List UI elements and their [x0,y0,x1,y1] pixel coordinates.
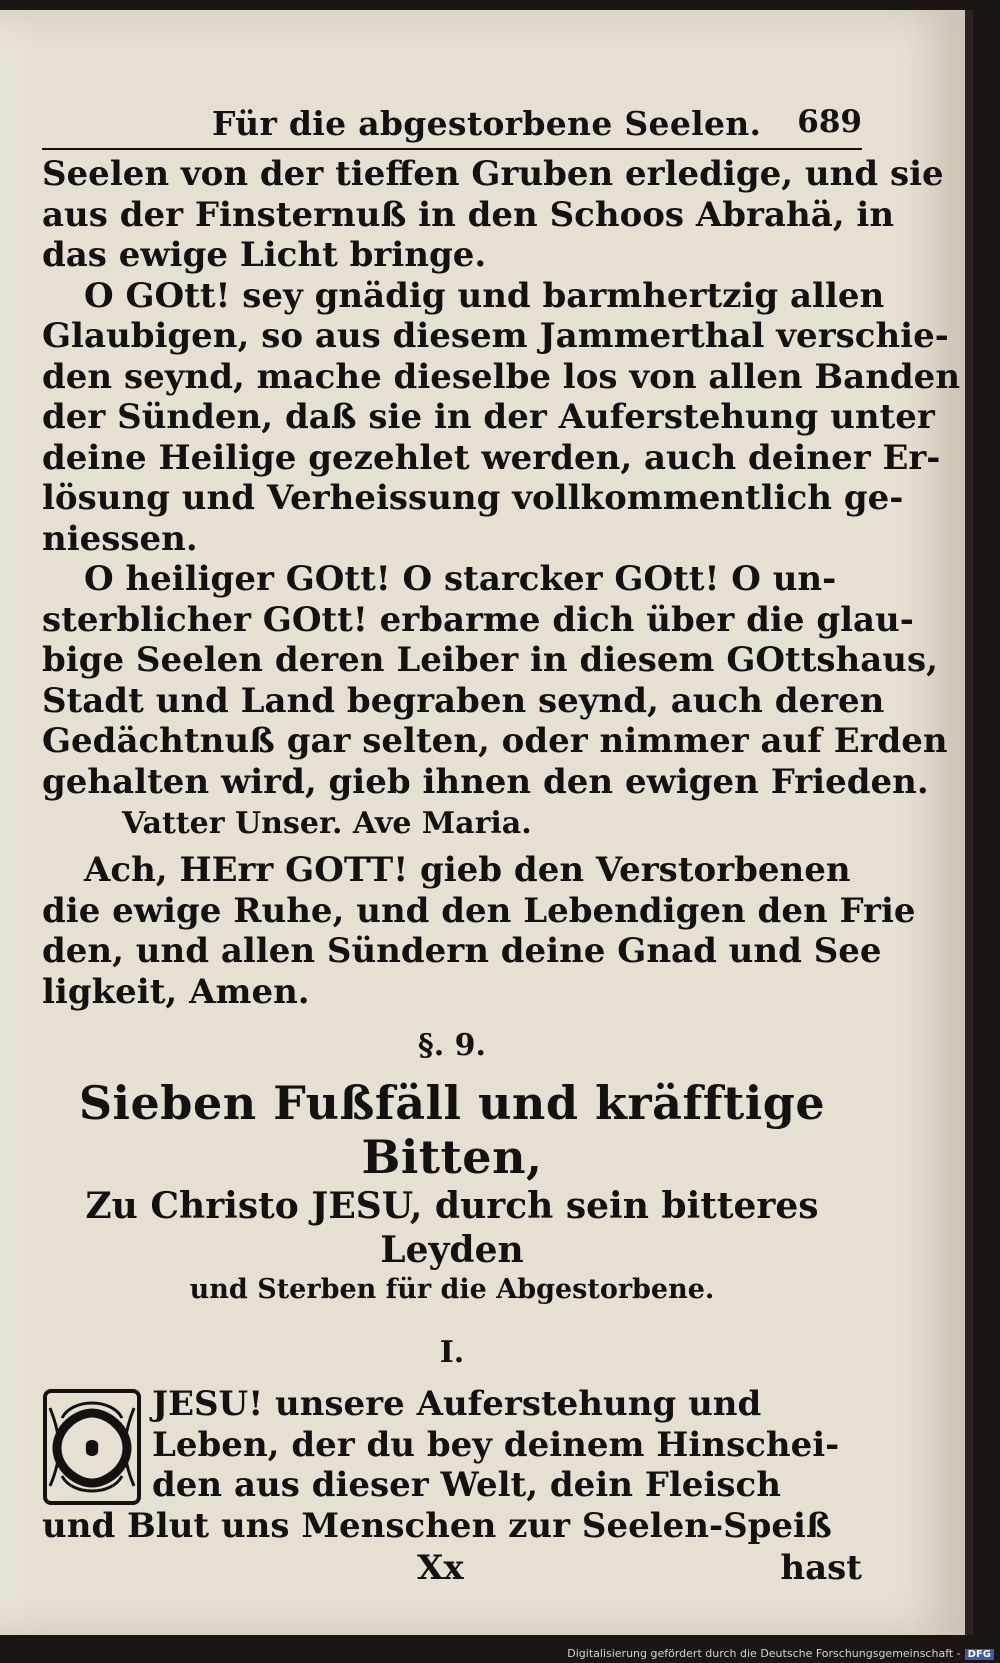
body-text [42,154,961,1012]
prayer-text [42,1384,862,1546]
paragraph-1 [42,154,944,276]
running-header [42,98,862,150]
text-line: aus der Finsternuß in den Schoos Abrahä, in [42,194,895,235]
text-line: O GOtt! sey gnädig und barmhertzig allen [84,275,885,316]
text-line: sterblicher GOtt! erbarme dich über die glau- [42,599,914,640]
text-line: O heiliger GOtt! O starcker GOtt! O un- [84,559,837,599]
text-line: die ewige Ruhe, und den Lebendigen den Frie [42,890,916,931]
text-line: ligkeit, Amen. [42,971,310,1012]
text-line: der Sünden, daß sie in der Auferstehung unter [42,397,935,437]
text-line: den seynd, mache dieselbe los von allen Banden [42,356,961,397]
credit-text: Digitalisierung gefördert durch die Deutsche Forschungsgemeinschaft - [567,1647,961,1660]
text-line: Glaubigen, so aus diesem Jammerthal verschie- [42,316,949,356]
page-footer-line [42,1546,862,1590]
text-line: Gedächtnuß gar selten, oder nimmer auf Erden [42,721,948,761]
section-subheading: Zu Christo JESU, durch sein bitteres Leyden [85,1185,819,1271]
prayer-number: I. [439,1335,465,1370]
digitization-credit [567,1647,994,1660]
text-line: bige Seelen deren Leiber in diesem GOttshaus, [42,640,939,680]
text-line: niessen. [42,518,198,559]
text-line: das ewige Licht bringe. [42,235,487,275]
signature-mark: Xx [417,1548,464,1588]
text-line: den aus dieser Welt, dein Fleisch [152,1465,781,1505]
page-content [42,98,961,1590]
paragraph-2 [42,275,961,560]
section-subheading-2: und Sterben für die Abgestorbene. [189,1274,715,1305]
text-line: Seelen von der tieffen Gruben erledige, und sie [42,154,944,194]
text-line: Leben, der du bey deinem Hinschei- [152,1424,840,1465]
page-number: 689 [797,104,862,140]
text-line: Stadt und Land begraben seynd, auch deren [42,680,885,721]
catchword: hast [780,1548,862,1588]
svg-text:O: O [77,1429,107,1469]
text-line: lösung und Verheissung vollkommentlich ge- [42,478,904,518]
paragraph-3 [42,559,948,802]
section-heading: Sieben Fußfäll und kräfftige Bitten, [78,1076,826,1184]
dfg-logo: DFG [965,1649,994,1660]
section-number: §. 9. [418,1028,486,1063]
decorated-initial-o [42,1388,142,1506]
running-title: Für die abgestorbene Seelen. [212,104,762,143]
text-line: gehalten wird, gieb ihnen den ewigen Frieden. [42,761,929,802]
text-line: deine Heilige gezehlet werden, auch deiner Er- [42,437,941,478]
paragraph-4 [42,850,916,1012]
prayer-names: Vatter Unser. Ave Maria. [122,806,532,841]
text-line: Ach, HErr GOTT! gieb den Verstorbenen [84,850,851,890]
book-page [0,10,973,1635]
text-line: JESU! unsere Auferstehung und [152,1384,762,1424]
text-line: und Blut uns Menschen zur Seelen-Speiß [42,1505,832,1546]
first-prayer-paragraph [42,1384,862,1546]
text-line: den, und allen Sündern deine Gnad und See [42,931,882,971]
